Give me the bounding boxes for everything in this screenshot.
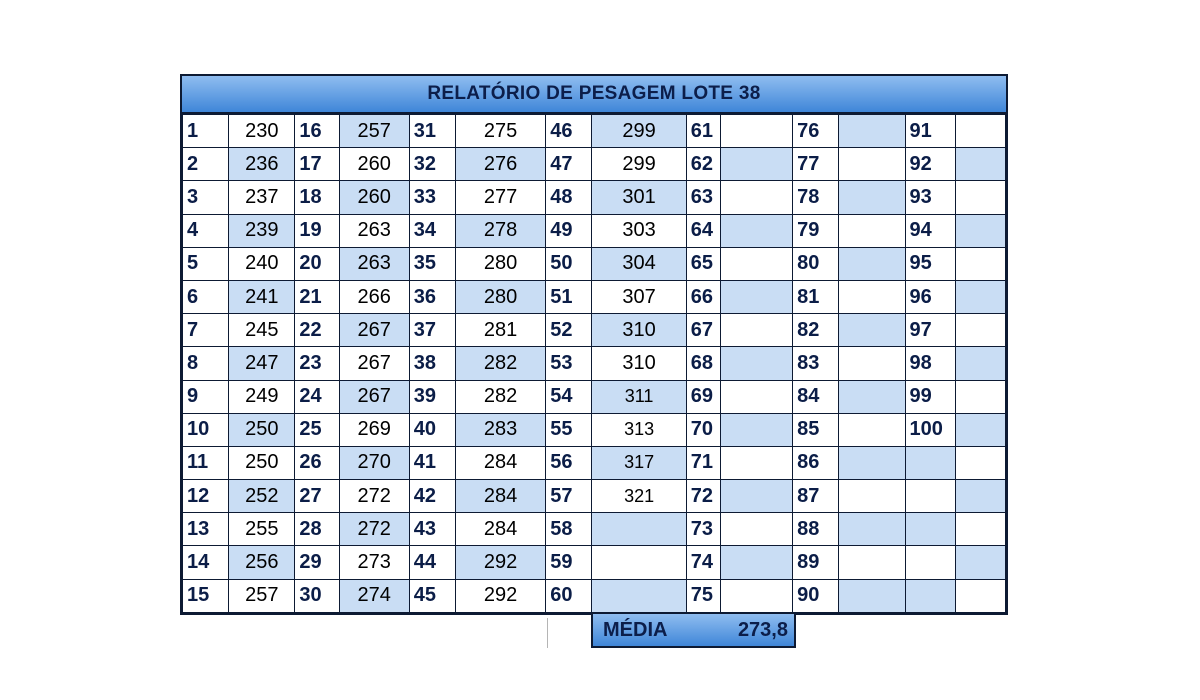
item-number: 94	[905, 214, 955, 247]
weight-value	[955, 314, 1005, 347]
item-number: 18	[295, 181, 339, 214]
report-title: RELATÓRIO DE PESAGEM LOTE 38	[182, 76, 1006, 114]
item-number: 7	[183, 314, 229, 347]
weight-value: 310	[592, 314, 686, 347]
weight-value: 310	[592, 347, 686, 380]
item-number: 81	[793, 280, 839, 313]
item-number	[905, 513, 955, 546]
item-number: 3	[183, 181, 229, 214]
weight-value	[955, 115, 1005, 148]
weight-value: 255	[229, 513, 295, 546]
weight-value: 311	[592, 380, 686, 413]
weight-value: 257	[339, 115, 409, 148]
item-number: 73	[686, 513, 720, 546]
weight-value: 292	[455, 546, 545, 579]
table-row	[183, 347, 1006, 380]
item-number: 77	[793, 148, 839, 181]
item-number: 86	[793, 446, 839, 479]
item-number: 54	[546, 380, 592, 413]
weight-value: 276	[455, 148, 545, 181]
item-number: 38	[409, 347, 455, 380]
item-number: 67	[686, 314, 720, 347]
item-number: 55	[546, 413, 592, 446]
table-row	[183, 446, 1006, 479]
weight-value	[592, 546, 686, 579]
weight-value: 260	[339, 148, 409, 181]
item-number	[905, 546, 955, 579]
item-number: 83	[793, 347, 839, 380]
table-row	[183, 314, 1006, 347]
weight-value	[592, 513, 686, 546]
weight-value	[839, 280, 905, 313]
item-number: 78	[793, 181, 839, 214]
item-number: 61	[686, 115, 720, 148]
weight-value: 284	[455, 513, 545, 546]
item-number: 46	[546, 115, 592, 148]
item-number: 20	[295, 247, 339, 280]
item-number: 91	[905, 115, 955, 148]
weight-value: 252	[229, 480, 295, 513]
weight-value	[720, 380, 792, 413]
weight-value: 273	[339, 546, 409, 579]
item-number: 93	[905, 181, 955, 214]
weight-value: 299	[592, 115, 686, 148]
item-number: 47	[546, 148, 592, 181]
weight-value: 267	[339, 380, 409, 413]
item-number: 80	[793, 247, 839, 280]
weight-value: 282	[455, 347, 545, 380]
item-number: 6	[183, 280, 229, 313]
weight-value	[720, 148, 792, 181]
weight-value	[955, 247, 1005, 280]
table-row	[183, 480, 1006, 513]
item-number: 75	[686, 579, 720, 612]
item-number: 41	[409, 446, 455, 479]
item-number: 27	[295, 480, 339, 513]
item-number: 43	[409, 513, 455, 546]
weight-value: 284	[455, 480, 545, 513]
weight-value: 263	[339, 247, 409, 280]
weight-value: 292	[455, 579, 545, 612]
item-number: 8	[183, 347, 229, 380]
weight-value	[839, 380, 905, 413]
weight-value: 275	[455, 115, 545, 148]
weight-value	[955, 579, 1005, 612]
item-number: 84	[793, 380, 839, 413]
weight-value: 249	[229, 380, 295, 413]
weighing-report-table	[180, 74, 1008, 615]
weight-value: 299	[592, 148, 686, 181]
item-number: 59	[546, 546, 592, 579]
item-number: 53	[546, 347, 592, 380]
item-number: 35	[409, 247, 455, 280]
weight-value: 257	[229, 579, 295, 612]
item-number: 82	[793, 314, 839, 347]
weight-value: 245	[229, 314, 295, 347]
item-number	[905, 480, 955, 513]
weight-value: 282	[455, 380, 545, 413]
weight-value: 272	[339, 513, 409, 546]
item-number: 87	[793, 480, 839, 513]
weight-value	[839, 181, 905, 214]
weight-value	[720, 247, 792, 280]
weight-value	[720, 480, 792, 513]
item-number: 45	[409, 579, 455, 612]
item-number: 16	[295, 115, 339, 148]
weight-value: 278	[455, 214, 545, 247]
item-number: 5	[183, 247, 229, 280]
item-number: 92	[905, 148, 955, 181]
item-number: 29	[295, 546, 339, 579]
weight-value: 250	[229, 446, 295, 479]
average-label: MÉDIA	[603, 618, 668, 641]
item-number: 79	[793, 214, 839, 247]
item-number: 65	[686, 247, 720, 280]
table-row	[183, 214, 1006, 247]
item-number: 14	[183, 546, 229, 579]
item-number: 89	[793, 546, 839, 579]
item-number: 12	[183, 480, 229, 513]
weight-value	[720, 314, 792, 347]
item-number: 39	[409, 380, 455, 413]
weight-value	[720, 347, 792, 380]
item-number: 99	[905, 380, 955, 413]
weight-value: 237	[229, 181, 295, 214]
average-value: 273,8	[737, 618, 788, 641]
item-number	[905, 446, 955, 479]
item-number: 64	[686, 214, 720, 247]
weight-value: 256	[229, 546, 295, 579]
item-number: 31	[409, 115, 455, 148]
item-number: 49	[546, 214, 592, 247]
weights-grid	[182, 114, 1006, 613]
weight-value	[720, 513, 792, 546]
average-box	[591, 612, 796, 648]
weight-value: 240	[229, 247, 295, 280]
item-number: 24	[295, 380, 339, 413]
weight-value: 267	[339, 314, 409, 347]
weight-value: 272	[339, 480, 409, 513]
item-number: 74	[686, 546, 720, 579]
weight-value	[720, 579, 792, 612]
weight-value: 313	[592, 413, 686, 446]
weight-value: 304	[592, 247, 686, 280]
weight-value	[720, 413, 792, 446]
weight-value	[839, 579, 905, 612]
weight-value	[955, 214, 1005, 247]
item-number: 98	[905, 347, 955, 380]
weight-value: 303	[592, 214, 686, 247]
weight-value	[592, 579, 686, 612]
weight-value	[839, 513, 905, 546]
weight-value	[955, 347, 1005, 380]
item-number: 56	[546, 446, 592, 479]
table-row	[183, 546, 1006, 579]
item-number: 26	[295, 446, 339, 479]
weight-value: 266	[339, 280, 409, 313]
weight-value: 280	[455, 280, 545, 313]
weight-value: 267	[339, 347, 409, 380]
item-number: 1	[183, 115, 229, 148]
item-number: 10	[183, 413, 229, 446]
weight-value: 280	[455, 247, 545, 280]
weight-value	[839, 413, 905, 446]
weight-value	[955, 446, 1005, 479]
item-number: 68	[686, 347, 720, 380]
weight-value: 241	[229, 280, 295, 313]
table-row	[183, 247, 1006, 280]
weight-value	[720, 115, 792, 148]
item-number: 76	[793, 115, 839, 148]
item-number: 9	[183, 380, 229, 413]
item-number: 66	[686, 280, 720, 313]
weight-value: 284	[455, 446, 545, 479]
weight-value: 321	[592, 480, 686, 513]
weight-value	[839, 214, 905, 247]
weight-value: 236	[229, 148, 295, 181]
item-number: 30	[295, 579, 339, 612]
item-number: 44	[409, 546, 455, 579]
item-number: 95	[905, 247, 955, 280]
weight-value	[839, 148, 905, 181]
item-number: 52	[546, 314, 592, 347]
item-number: 17	[295, 148, 339, 181]
weight-value: 270	[339, 446, 409, 479]
table-row	[183, 513, 1006, 546]
item-number: 28	[295, 513, 339, 546]
item-number: 48	[546, 181, 592, 214]
weight-value: 239	[229, 214, 295, 247]
weight-value: 277	[455, 181, 545, 214]
weight-value	[955, 546, 1005, 579]
weight-value	[839, 546, 905, 579]
item-number: 33	[409, 181, 455, 214]
item-number: 36	[409, 280, 455, 313]
weight-value: 260	[339, 181, 409, 214]
cell-divider-mark	[547, 618, 548, 648]
weight-value	[720, 446, 792, 479]
weight-value	[720, 280, 792, 313]
weight-value	[720, 181, 792, 214]
table-row	[183, 380, 1006, 413]
item-number: 60	[546, 579, 592, 612]
item-number: 69	[686, 380, 720, 413]
weight-value	[720, 546, 792, 579]
item-number: 97	[905, 314, 955, 347]
item-number: 58	[546, 513, 592, 546]
weight-value: 250	[229, 413, 295, 446]
item-number: 88	[793, 513, 839, 546]
item-number: 72	[686, 480, 720, 513]
item-number: 62	[686, 148, 720, 181]
weight-value: 283	[455, 413, 545, 446]
item-number: 22	[295, 314, 339, 347]
item-number: 40	[409, 413, 455, 446]
item-number: 63	[686, 181, 720, 214]
weight-value: 281	[455, 314, 545, 347]
weight-value: 230	[229, 115, 295, 148]
weight-value	[839, 314, 905, 347]
weight-value: 247	[229, 347, 295, 380]
item-number: 15	[183, 579, 229, 612]
weight-value	[955, 480, 1005, 513]
weight-value	[839, 247, 905, 280]
item-number: 51	[546, 280, 592, 313]
weight-value: 317	[592, 446, 686, 479]
item-number: 37	[409, 314, 455, 347]
weight-value	[839, 480, 905, 513]
table-row	[183, 148, 1006, 181]
item-number: 90	[793, 579, 839, 612]
weight-value: 301	[592, 181, 686, 214]
table-row	[183, 280, 1006, 313]
weight-value	[955, 280, 1005, 313]
item-number: 96	[905, 280, 955, 313]
item-number: 42	[409, 480, 455, 513]
item-number: 4	[183, 214, 229, 247]
weight-value	[955, 513, 1005, 546]
item-number: 25	[295, 413, 339, 446]
item-number	[905, 579, 955, 612]
weight-value	[720, 214, 792, 247]
table-row	[183, 413, 1006, 446]
item-number: 21	[295, 280, 339, 313]
weight-value	[955, 380, 1005, 413]
item-number: 85	[793, 413, 839, 446]
table-row	[183, 579, 1006, 612]
table-row	[183, 181, 1006, 214]
item-number: 19	[295, 214, 339, 247]
item-number: 100	[905, 413, 955, 446]
item-number: 34	[409, 214, 455, 247]
item-number: 23	[295, 347, 339, 380]
table-row	[183, 115, 1006, 148]
weight-value	[839, 115, 905, 148]
item-number: 57	[546, 480, 592, 513]
weight-value	[839, 347, 905, 380]
weight-value	[839, 446, 905, 479]
weight-value	[955, 148, 1005, 181]
item-number: 13	[183, 513, 229, 546]
item-number: 11	[183, 446, 229, 479]
weight-value	[955, 413, 1005, 446]
weight-value: 263	[339, 214, 409, 247]
item-number: 32	[409, 148, 455, 181]
weight-value: 274	[339, 579, 409, 612]
item-number: 70	[686, 413, 720, 446]
weight-value: 269	[339, 413, 409, 446]
item-number: 50	[546, 247, 592, 280]
weight-value	[955, 181, 1005, 214]
item-number: 2	[183, 148, 229, 181]
weight-value: 307	[592, 280, 686, 313]
item-number: 71	[686, 446, 720, 479]
